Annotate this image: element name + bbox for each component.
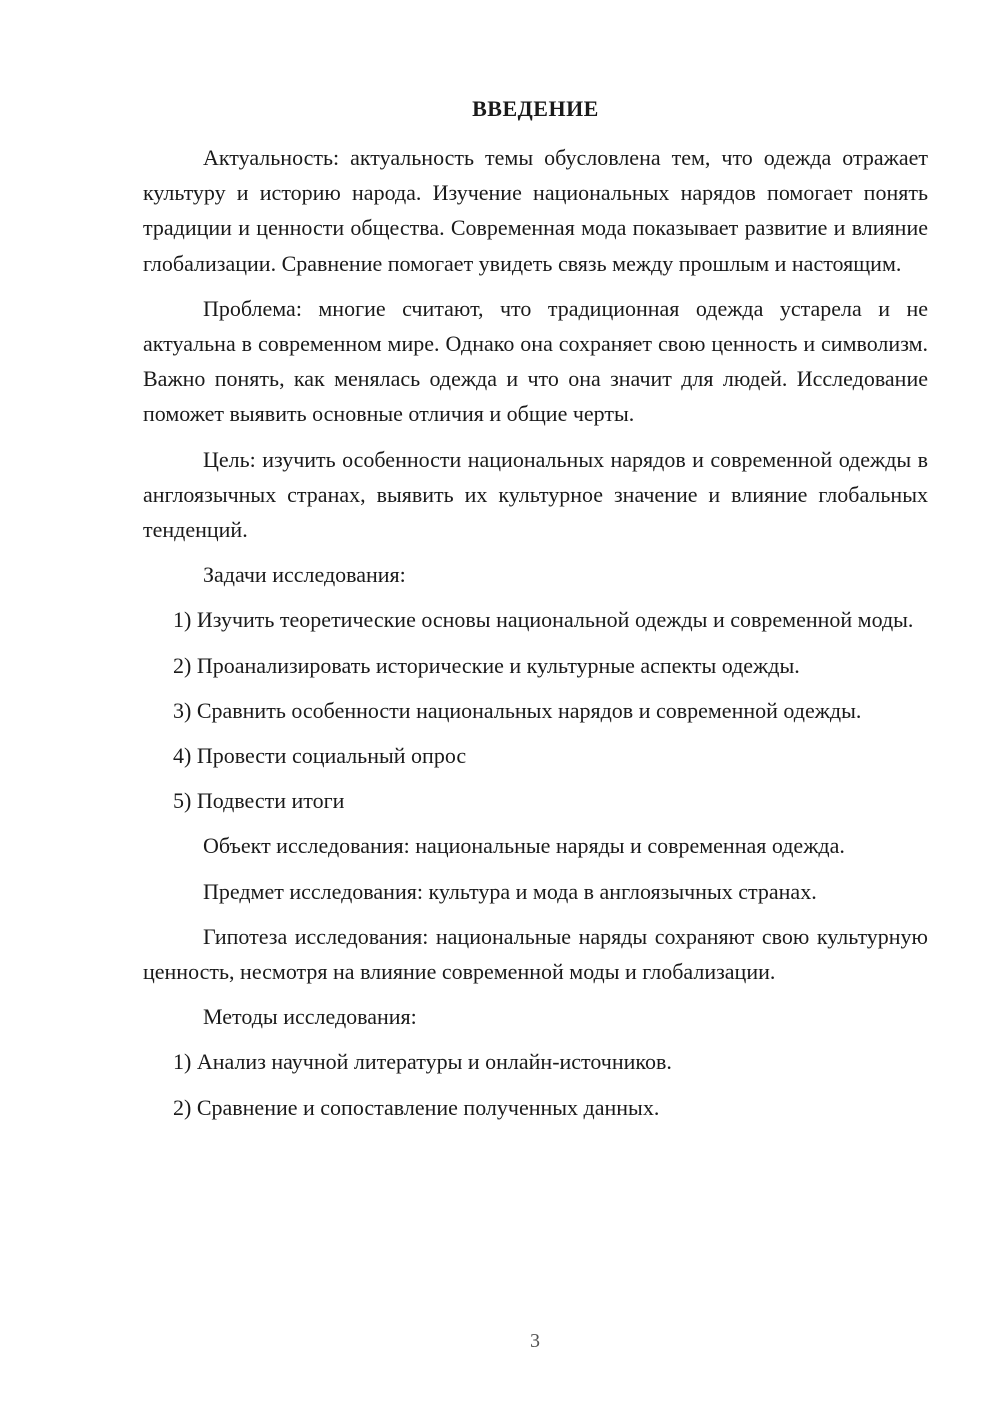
task-item-2: 2) Проанализировать исторические и культурные аспекты одежды. xyxy=(173,652,800,678)
tasks-heading: Задачи исследования: xyxy=(203,562,406,588)
subject-paragraph: Предмет исследования: культура и мода в англоязычных странах. xyxy=(203,878,817,904)
problem-paragraph: Проблема: многие считают, что традиционная одежда устарела и не актуальна в современном мире. Однако она сохраняет свою ценность и символизм. Важно понять, как менялась одежда и что она значит для людей. Исследование поможет выявить основные отличия и общие черты. xyxy=(143,295,928,427)
method-item-2: 2) Сравнение и сопоставление полученных данных. xyxy=(173,1094,660,1120)
object-paragraph: Объект исследования: национальные наряды и современная одежда. xyxy=(203,833,845,859)
methods-heading: Методы исследования: xyxy=(203,1004,417,1030)
method-item-1: 1) Анализ научной литературы и онлайн-источников. xyxy=(173,1049,672,1075)
page-number: 3 xyxy=(530,1330,540,1352)
task-item-3: 3) Сравнить особенности национальных нарядов и современной одежды. xyxy=(173,697,862,723)
relevance-paragraph: Актуальность: актуальность темы обусловлена тем, что одежда отражает культуру и историю народа. Изучение национальных нарядов помогает понять традиции и ценности общества. Современная мода показывает развитие и влияние глобализации. Сравнение помогает увидеть связь между прошлым и настоящим. xyxy=(143,145,928,276)
task-item-4: 4) Провести социальный опрос xyxy=(173,743,467,769)
task-item-5: 5) Подвести итоги xyxy=(173,788,345,814)
hypothesis-paragraph: Гипотеза исследования: национальные наряды сохраняют свою культурную ценность, несмотря на влияние современной моды и глобализации. xyxy=(143,923,928,985)
section-title: ВВЕДЕНИЕ xyxy=(472,96,599,121)
goal-paragraph: Цель: изучить особенности национальных нарядов и современной одежды в англоязычных странах, выявить их культурное значение и влияние глобальных тенденций. xyxy=(143,446,928,543)
document-page xyxy=(143,92,928,1135)
task-item-1: 1) Изучить теоретические основы национальной одежды и современной моды. xyxy=(173,607,914,633)
